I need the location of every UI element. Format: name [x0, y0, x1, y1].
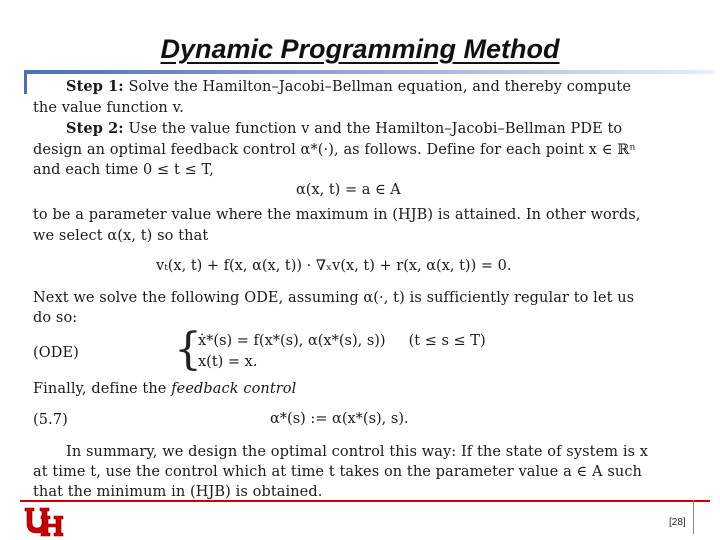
para3-line [33, 380, 296, 398]
para2-line1: Next we solve the following ODE, assuming α(·, t) is sufficiently regular to let us [33, 290, 635, 306]
step2-text: Use the value function v and the Hamilton–Jacobi–Bellman PDE to [128, 121, 623, 137]
para1-line1: to be a parameter value where the maximum in (HJB) is attained. In other words, [33, 207, 641, 223]
page-number: [28] [669, 517, 686, 528]
alpha-definition-equation: α(x, t) = a ∈ A [296, 182, 401, 198]
step1-line1 [66, 78, 631, 96]
eq57-body: α*(s) := α(x*(s), s). [270, 411, 409, 427]
step2-line2: design an optimal feedback control α*(·), as follows. Define for each point x ∈ ℝⁿ [33, 142, 636, 158]
feedback-control-emphasis: feedback control [171, 381, 297, 397]
ode-brace: { [174, 324, 202, 375]
step2-label: Step 2: [66, 120, 124, 137]
step2-line3: and each time 0 ≤ t ≤ T, [33, 162, 214, 178]
step1-line2: the value function v. [33, 100, 184, 116]
ode-label: (ODE) [33, 345, 79, 361]
para2-line2: do so: [33, 310, 78, 326]
para1-line2: we select α(x, t) so that [33, 228, 209, 244]
step2-line1 [66, 120, 622, 138]
summary-line1: In summary, we design the optimal control this way: If the state of system is x [66, 444, 649, 460]
ode-row2: x(t) = x. [198, 354, 258, 370]
para3-prefix: Finally, define the [33, 381, 172, 397]
summary-line2: at time t, use the control which at time t takes on the parameter value a ∈ A such [33, 464, 642, 480]
left-accent-bar [24, 74, 27, 94]
step1-label: Step 1: [66, 78, 124, 95]
hjb-equation: vₜ(x, t) + f(x, α(x, t)) · ∇ₓv(x, t) + r(x, α(x, t)) = 0. [156, 258, 512, 274]
summary-line3: that the minimum in (HJB) is obtained. [33, 484, 323, 500]
slide-title: Dynamic Programming Method [160, 34, 560, 64]
university-logo-icon [24, 506, 68, 538]
footer-rule [20, 500, 710, 502]
step1-text: Solve the Hamilton–Jacobi–Bellman equation, and thereby compute [128, 79, 632, 95]
page-number-bracket [693, 500, 704, 534]
eq57-label: (5.7) [33, 412, 68, 428]
title-underline-bar [24, 70, 714, 74]
ode-row1: ẋ*(s) = f(x*(s), α(x*(s), s)) (t ≤ s ≤ T) [198, 333, 486, 349]
